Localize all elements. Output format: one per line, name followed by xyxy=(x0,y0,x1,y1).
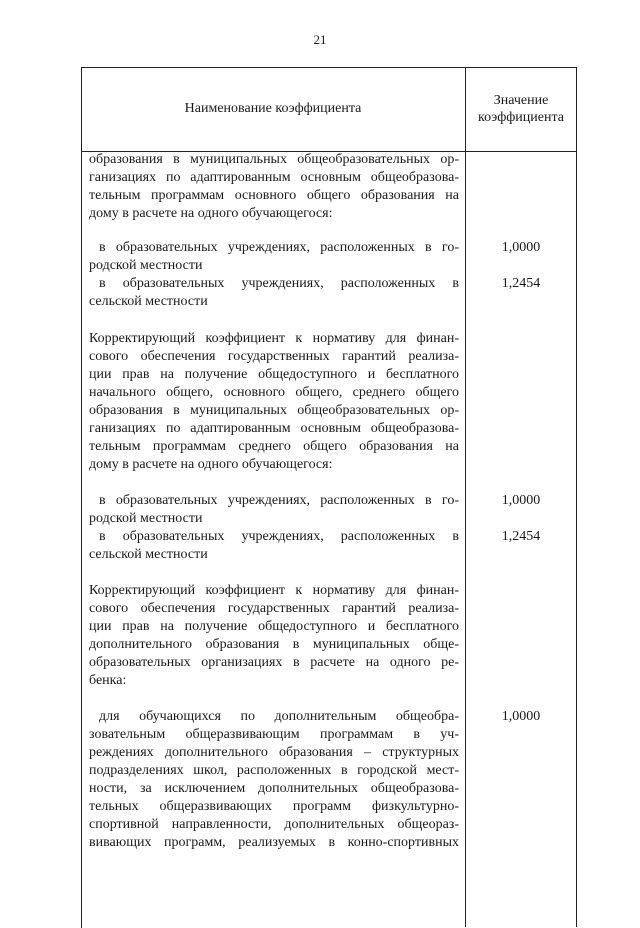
text-line: ции прав на получение общедоступного и бесплатного xyxy=(89,367,459,382)
text-line: образования в муниципальных общеобразовательных ор- xyxy=(89,152,459,167)
text-line: образовательных организациях в расчете на одного ре- xyxy=(89,655,459,670)
block-3-intro xyxy=(89,582,459,690)
text-line: для обучающихся по дополнительным общеобра- xyxy=(99,709,459,724)
text-line: сельской местности xyxy=(89,294,208,309)
text-line: сового обеспечения государственных гарантий реализа- xyxy=(89,349,459,364)
block-1-row-1 xyxy=(89,239,459,275)
column-header-value-line2: коэффициента xyxy=(478,110,564,125)
text-line: ности, за исключением дополнительных общеобразова- xyxy=(89,781,459,796)
text-line: дому в расчете на одного обучающегося: xyxy=(89,206,333,221)
text-line: тельных общеразвивающих программ физкультурно- xyxy=(89,799,459,814)
text-line: в образовательных учреждениях, расположенных в xyxy=(99,276,459,291)
block-1-intro xyxy=(89,151,459,223)
text-line: в образовательных учреждениях, расположенных в го- xyxy=(99,493,459,508)
block-2-row-1 xyxy=(89,492,459,528)
text-line: сельской местности xyxy=(89,547,208,562)
text-line: родской местности xyxy=(89,258,203,273)
text-line: в образовательных учреждениях, расположенных в xyxy=(99,529,459,544)
block-2-row-2-value: 1,2454 xyxy=(501,529,541,544)
column-header-value xyxy=(466,67,576,151)
block-1-row-1-value: 1,0000 xyxy=(501,240,541,255)
block-1-row-2 xyxy=(89,275,459,311)
column-header-value-line1: Значение xyxy=(493,93,549,108)
text-line: дому в расчете на одного обучающегося: xyxy=(89,457,333,472)
text-line: образования в муниципальных общеобразовательных ор- xyxy=(89,403,459,418)
text-line: тельным программам среднего общего образования на xyxy=(89,439,459,454)
block-3-row-1 xyxy=(89,708,459,852)
text-line: бенка: xyxy=(89,673,127,688)
text-line: Корректирующий коэффициент к нормативу для финан- xyxy=(89,583,459,598)
text-line: реждениях дополнительного образования – структурных xyxy=(89,745,459,760)
block-3-row-1-value: 1,0000 xyxy=(501,709,541,724)
text-line: в образовательных учреждениях, расположенных в го- xyxy=(99,240,459,255)
text-line: родской местности xyxy=(89,511,203,526)
block-2-intro xyxy=(89,330,459,474)
page-number: 21 xyxy=(313,32,327,47)
text-line: ганизациях по адаптированным основным общеобразова- xyxy=(89,421,459,436)
column-header-name: Наименование коэффициента xyxy=(184,101,362,116)
text-line: сового обеспечения государственных гарантий реализа- xyxy=(89,601,459,616)
table-right-border xyxy=(576,67,577,927)
text-line: зовательным общеразвивающим программам в уч- xyxy=(89,727,459,742)
text-line: вивающих программ, реализуемых в конно-спортивных xyxy=(89,835,459,850)
text-line: спортивной направленности, дополнительных общеораз- xyxy=(89,817,459,832)
text-line: ганизациях по адаптированным основным общеобразова- xyxy=(89,170,459,185)
text-line: ции прав на получение общедоступного и бесплатного xyxy=(89,619,459,634)
text-line: дополнительного образования в муниципальных обще- xyxy=(89,637,459,652)
block-1-row-2-value: 1,2454 xyxy=(501,276,541,291)
text-line: тельным программам основного общего образования на xyxy=(89,188,459,203)
text-line: Корректирующий коэффициент к нормативу для финан- xyxy=(89,331,459,346)
text-line: начального общего, основного общего, среднего общего xyxy=(89,385,459,400)
text-line: подразделениях школ, расположенных в городской мест- xyxy=(89,763,459,778)
block-2-row-2 xyxy=(89,528,459,564)
block-2-row-1-value: 1,0000 xyxy=(501,493,541,508)
